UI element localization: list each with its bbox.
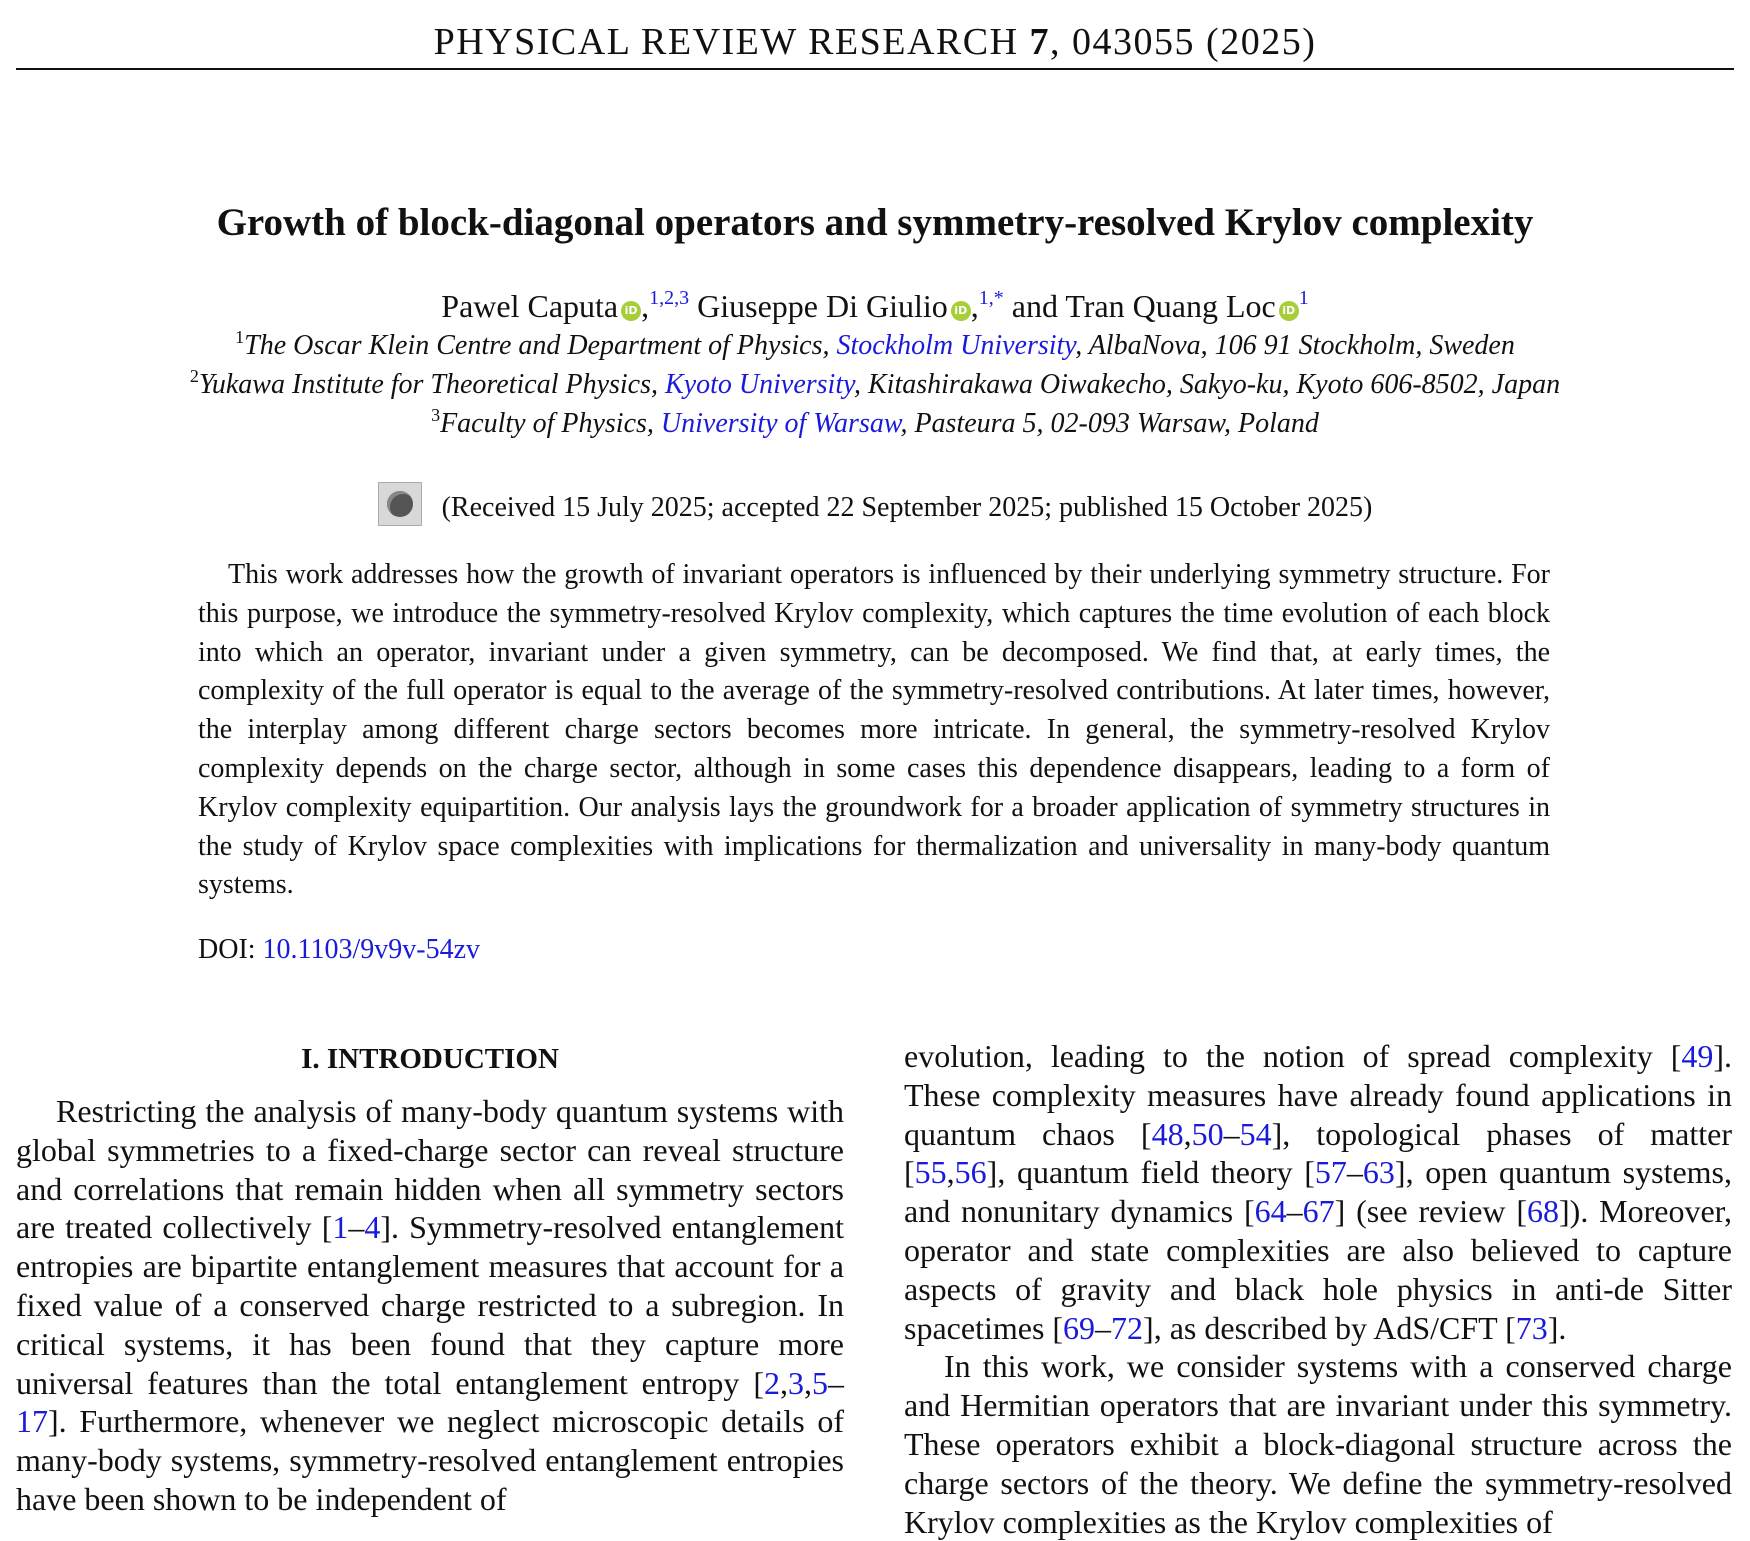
- paragraph-text: –: [828, 1364, 844, 1401]
- citation-link[interactable]: 1: [332, 1209, 349, 1246]
- journal-name: PHYSICAL REVIEW RESEARCH: [433, 21, 1019, 63]
- affiliation-text: , AlbaNova, 106 91 Stockholm, Sweden: [1075, 330, 1515, 361]
- author-affil[interactable]: 1,*: [978, 287, 1004, 309]
- author-affil[interactable]: 1: [1298, 287, 1309, 309]
- doi-label: DOI:: [198, 934, 263, 965]
- citation-link[interactable]: 56: [954, 1154, 987, 1191]
- paragraph-text: –: [1346, 1154, 1363, 1191]
- paragraph-text: ,: [1183, 1115, 1192, 1152]
- paragraph-text: ], open quantum systems, and nonunitary dynamics [: [904, 1154, 1733, 1230]
- author-affil[interactable]: 1,2,3: [649, 287, 690, 309]
- citation-link[interactable]: 5: [812, 1364, 828, 1401]
- paragraph-text: Restricting the analysis of many-body quantum systems with global symmetries to a fixed-charge sector can reveal structure and correlations that remain hidden when all symmetry sectors are treated collectively [: [16, 1093, 844, 1246]
- paragraph-text: evolution, leading to the notion of spread complexity [: [904, 1038, 1682, 1074]
- affiliation-1: [0, 327, 1750, 362]
- paragraph-text: ] (see review [: [1334, 1193, 1527, 1230]
- right-column: [904, 1037, 1732, 1541]
- citation-link[interactable]: 64: [1254, 1193, 1287, 1230]
- check-for-updates-icon[interactable]: [378, 482, 422, 526]
- citation-link[interactable]: 17: [16, 1403, 48, 1440]
- affiliation-2: [0, 366, 1750, 401]
- doi-line: [198, 934, 480, 966]
- doi-link[interactable]: 10.1103/9v9v-54zv: [262, 934, 481, 965]
- paragraph-text: –: [1223, 1115, 1240, 1152]
- author-name[interactable]: Pawel Caputa: [441, 288, 619, 324]
- section-heading: I. INTRODUCTION: [301, 1043, 559, 1075]
- citation-link[interactable]: 49: [1681, 1038, 1714, 1074]
- affiliation-link[interactable]: Kyoto University: [665, 369, 854, 400]
- author-list: [0, 288, 1750, 325]
- paragraph-text: ]. Symmetry-resolved entanglement entropies are bipartite entanglement measures that account for a fixed value of a conserved charge restricted to a subregion. In critical systems, it has been found that they capture more universal features than the total entanglement entropy [: [16, 1209, 844, 1401]
- author-separator: ,: [970, 288, 979, 324]
- affiliation-number: 3: [431, 405, 441, 425]
- intro-paragraph-continued: [904, 1037, 1732, 1347]
- citation-link[interactable]: 72: [1111, 1309, 1144, 1346]
- paragraph-text: ,: [804, 1364, 812, 1401]
- citation-link[interactable]: 55: [914, 1154, 947, 1191]
- paragraph-text: –: [1095, 1309, 1112, 1346]
- citation-link[interactable]: 73: [1515, 1309, 1548, 1346]
- citation-link[interactable]: 67: [1302, 1193, 1335, 1230]
- paper-title: Growth of block-diagonal operators and symmetry-resolved Krylov complexity: [216, 201, 1534, 244]
- paragraph-text: ]. Furthermore, whenever we neglect microscopic details of many-body systems, symmetry-resolved entanglement entropies have been shown to be independent of: [16, 1403, 844, 1517]
- paragraph-text: ], topological phases of matter [: [904, 1115, 1733, 1191]
- received-line: [0, 482, 1750, 526]
- paragraph-text: ].: [1547, 1309, 1567, 1346]
- affiliation-text: , Kitashirakawa Oiwakecho, Sakyo-ku, Kyoto 606-8502, Japan: [854, 369, 1561, 400]
- paragraph-text: ], quantum field theory [: [986, 1154, 1315, 1191]
- citation-link[interactable]: 54: [1239, 1115, 1272, 1152]
- journal-volume: 7: [1029, 21, 1051, 63]
- paragraph-text: ]). Moreover, operator and state complexities are also believed to capture aspects of gravity and black hole physics in anti-de Sitter spacetimes [: [904, 1193, 1733, 1346]
- affiliation-number: 1: [235, 327, 245, 347]
- affiliation-text: Faculty of Physics,: [440, 408, 661, 439]
- abstract: This work addresses how the growth of invariant operators is influenced by their underlying symmetry structure. For this purpose, we introduce the symmetry-resolved Krylov complexity, which captures the time evolution of each block into which an operator, invariant under a given symmetry, can be decomposed. We find that, at early times, the complexity of the full operator is equal to the average of the symmetry-resolved contributions. At later times, however, the interplay among different charge sectors becomes more intricate. In general, the symmetry-resolved Krylov complexity depends on the charge sector, although in some cases this dependence disappears, leading to a form of Krylov complexity equipartition. Our analysis lays the groundwork for a broader application of symmetry structures in the study of Krylov space complexities with implications for thermalization and universality in many-body quantum systems.: [198, 559, 1550, 901]
- affiliation-text: The Oscar Klein Centre and Department of Physics,: [244, 330, 837, 361]
- author-name[interactable]: Giuseppe Di Giulio: [697, 288, 948, 324]
- affiliation-3: [0, 405, 1750, 440]
- journal-header: [16, 20, 1734, 70]
- paragraph-text: ], as described by AdS/CFT [: [1143, 1309, 1516, 1346]
- citation-link[interactable]: 4: [364, 1209, 381, 1246]
- author-name[interactable]: Tran Quang Loc: [1065, 288, 1276, 324]
- citation-link[interactable]: 57: [1314, 1154, 1347, 1191]
- citation-link[interactable]: 63: [1362, 1154, 1395, 1191]
- paragraph-text: ,: [946, 1154, 955, 1191]
- affiliation-link[interactable]: University of Warsaw: [660, 408, 901, 439]
- intro-paragraph: [16, 1092, 844, 1519]
- citation-link[interactable]: 50: [1191, 1115, 1224, 1152]
- journal-article: , 043055 (2025): [1050, 21, 1317, 63]
- citation-link[interactable]: 68: [1527, 1193, 1559, 1230]
- affiliation-link[interactable]: Stockholm University: [836, 330, 1076, 361]
- paragraph-text: –: [348, 1209, 365, 1246]
- intro-paragraph-2: In this work, we consider systems with a conserved charge and Hermitian operators that are invariant under this symmetry. These operators exhibit a block-diagonal structure across the charge sectors of the theory. We define the symmetry-resolved Krylov complexities as the Krylov complexities of: [904, 1348, 1732, 1540]
- affiliation-text: Yukawa Institute for Theoretical Physics,: [198, 369, 666, 400]
- and-text: and: [1011, 288, 1058, 324]
- affiliation-text: , Pasteura 5, 02-093 Warsaw, Poland: [900, 408, 1319, 439]
- orcid-icon[interactable]: iD: [951, 301, 971, 321]
- paragraph-text: –: [1286, 1193, 1303, 1230]
- citation-link[interactable]: 2: [764, 1364, 780, 1401]
- orcid-icon[interactable]: iD: [1279, 301, 1299, 321]
- citation-link[interactable]: 48: [1151, 1115, 1184, 1152]
- author-separator: ,: [641, 288, 650, 324]
- affiliation-number: 2: [189, 366, 199, 386]
- received-dates: (Received 15 July 2025; accepted 22 September 2025; published 15 October 2025): [441, 492, 1373, 523]
- citation-link[interactable]: 3: [788, 1364, 804, 1401]
- paragraph-text: ]. These complexity measures have already found applications in quantum chaos [: [904, 1038, 1732, 1152]
- left-column: [16, 1040, 844, 1519]
- orcid-icon[interactable]: iD: [621, 301, 641, 321]
- paragraph-text: ,: [780, 1364, 788, 1401]
- citation-link[interactable]: 69: [1063, 1309, 1096, 1346]
